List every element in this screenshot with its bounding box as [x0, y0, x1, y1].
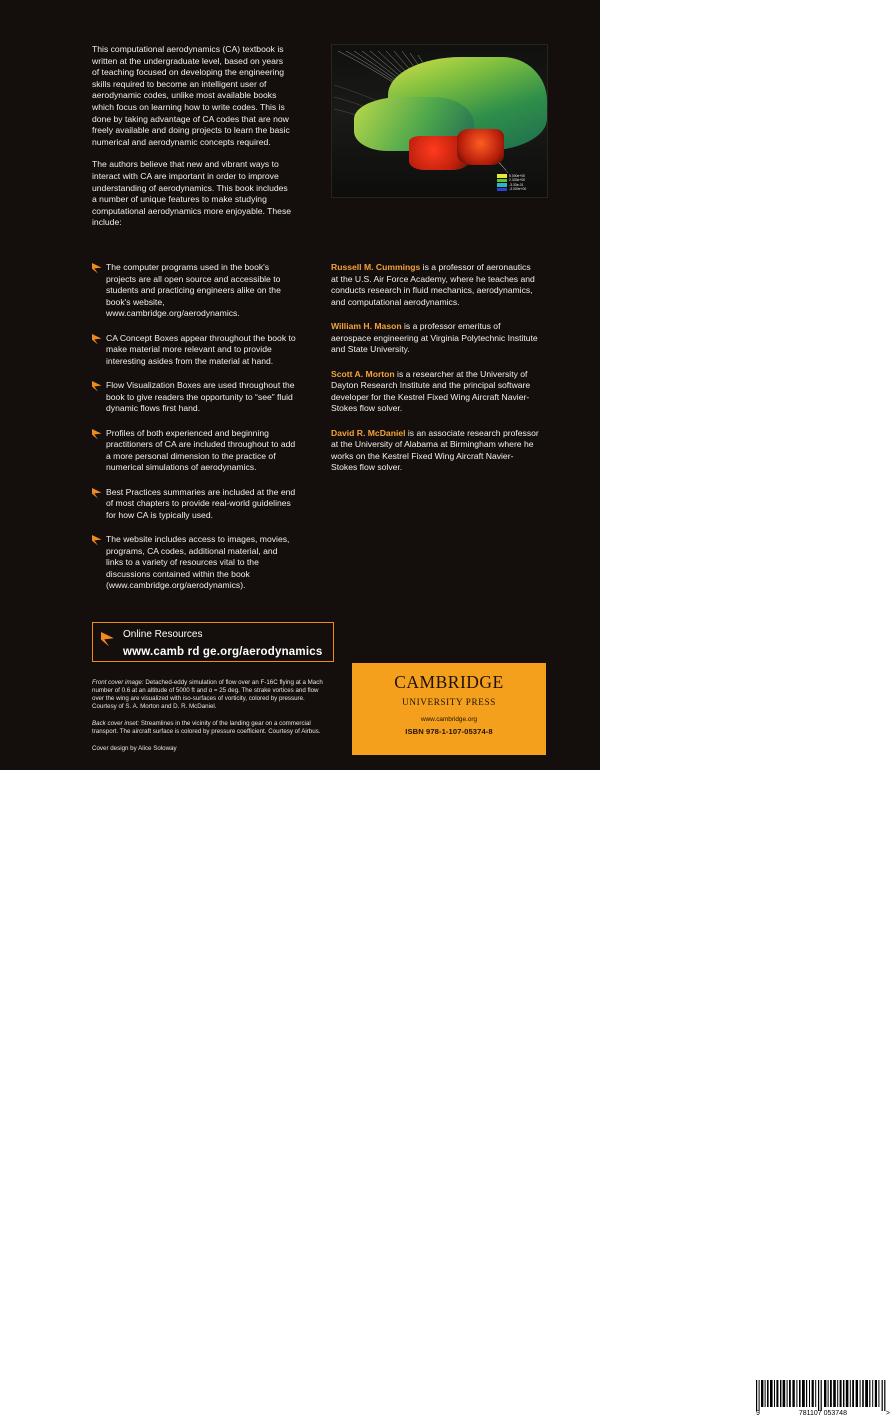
credit-back-cover — [92, 720, 330, 736]
list-item — [92, 428, 297, 474]
arrow-bullet-icon — [92, 334, 103, 345]
list-item-text: Flow Visualization Boxes are used throughout the book to give readers the opportunity to “see” fluid dynamic flows first hand. — [106, 380, 295, 413]
description-column — [92, 44, 292, 240]
pressure-colorbar-legend — [497, 174, 543, 192]
barcode-number — [756, 1410, 890, 1417]
barcode-left-digit: 9 — [756, 1410, 760, 1417]
barcode-digits: 781107 053748 — [798, 1410, 847, 1417]
feature-list — [92, 262, 297, 605]
list-item — [92, 262, 297, 320]
author-name: William H. Mason — [331, 321, 402, 331]
credit-text: Detached-eddy simulation of flow over an F-16C flying at a Mach number of 0.6 at an altitude of 5000 ft and α = 25 deg. The strake vortices and flow over the wing are visualized with iso-surfaces of vorticity, colored by pressure. Courtesy of S. A. Morton and D. R. McDaniel. — [92, 679, 323, 710]
author-text: is a professor emeritus of aerospace engineering at Virginia Polytechnic Institute and State University. — [331, 321, 538, 354]
barcode-right-digit: > — [885, 1410, 890, 1417]
credit-front-cover — [92, 679, 330, 711]
back-cover-inset-image — [331, 44, 548, 198]
author-text: is a professor of aeronautics at the U.S. Air Force Academy, where he teaches and conducts research in fluid mechanics, aerodynamics, and computational aerodynamics. — [331, 262, 535, 307]
list-item — [92, 333, 297, 368]
description-paragraph-2: The authors believe that new and vibrant ways to interact with CA are important in order to improve understanding of aerodynamics. This book includes a number of unique features to make studying computational aerodynamics more enjoyable. These include: — [92, 159, 292, 228]
list-item-text: The computer programs used in the book's projects are all open source and accessible to students and practicing engineers alike on the book's website, www.cambridge.org/aerodynamics. — [106, 262, 281, 318]
list-item-text: Profiles of both experienced and beginning practitioners of CA are included throughout to add a more personal dimension to the practice of numerical simulations of aerodynamics. — [106, 427, 296, 472]
credit-cover-design — [92, 745, 330, 753]
author-text: is an associate research professor at the University of Alabama at Birmingham where he works on the Kestrel Fixed Wing Aircraft Navier-Stokes flow solver. — [331, 427, 539, 472]
credit-text: Streamlines in the vicinity of the landing gear on a commercial transport. The aircraft surface is colored by pressure coefficient. Courtesy of Airbus. — [92, 720, 321, 735]
barcode-bars — [756, 1380, 890, 1411]
list-item-text: The website includes access to images, movies, programs, CA codes, additional material, and links to a variety of resources vital to the discussions contained within the book (www.cambridge.org/aerodynamics). — [106, 534, 290, 590]
arrow-bullet-icon — [101, 632, 116, 652]
author-name: David R. McDaniel — [331, 427, 406, 438]
barcode — [750, 1377, 896, 1421]
arrow-bullet-icon — [92, 488, 103, 499]
legend-label: -3.33e-01 — [509, 182, 524, 187]
online-resources-text — [123, 624, 322, 660]
credit-text: Cover design by Alice Soloway — [92, 745, 177, 752]
credit-lead: Front cover image: — [92, 679, 144, 686]
publisher-panel — [352, 663, 890, 1417]
author-biographies — [331, 262, 539, 487]
author-bio — [331, 428, 539, 474]
author-name: Russell M. Cummings — [331, 262, 421, 272]
publisher-subtitle: UNIVERSITY PRESS — [402, 697, 496, 707]
publisher-logo — [352, 673, 546, 712]
legend-label: -3.000e+00 — [509, 187, 527, 192]
cover-credits — [92, 679, 330, 762]
list-item-text: Best Practices summaries are included at the end of most chapters to provide real-world guidelines for how CA is typically used. — [106, 486, 296, 520]
online-resources-box[interactable] — [92, 622, 334, 662]
author-bio — [331, 262, 539, 308]
author-text: is a researcher at the University of Dayton Research Institute and the principal software developer for the Kestrel Fixed Wing Aircraft Navier-Stokes flow solver. — [331, 368, 531, 413]
credit-lead: Back cover inset: — [92, 720, 140, 727]
legend-label: 2.333e+00 — [509, 178, 526, 183]
publisher-website[interactable]: www.cambridge.org — [420, 716, 478, 723]
landing-gear-pressure-region-2 — [457, 129, 504, 165]
list-item — [92, 380, 297, 415]
arrow-bullet-icon — [92, 381, 103, 392]
list-item — [92, 534, 297, 592]
description-paragraph-1: This computational aerodynamics (CA) textbook is written at the undergraduate level, based on years of teaching focused on developing the engineering skills required to become an intelligent user of aerodynamic codes, unlike most available books which focus on learning how to write codes. This is done by taking advantage of CA codes that are now freely available and doing projects to learn the basic numerical and aerodynamic concepts required. — [92, 44, 290, 147]
isbn-text: ISBN 978-1-107-05374-8 — [405, 727, 493, 736]
publisher-name: CAMBRIDGE — [394, 672, 504, 692]
arrow-bullet-icon — [92, 535, 103, 546]
arrow-bullet-icon — [92, 263, 103, 274]
author-bio — [331, 321, 539, 356]
author-bio — [331, 369, 539, 415]
online-resources-url[interactable]: www.camb rd ge.org/aerodynamics — [123, 646, 323, 658]
legend-label: 5.000e+00 — [509, 173, 526, 178]
list-item — [92, 487, 297, 522]
online-resources-title: Online Resources — [123, 629, 203, 640]
arrow-bullet-icon — [92, 429, 103, 440]
list-item-text: CA Concept Boxes appear throughout the book to make material more relevant and to provide interesting asides from the material at hand. — [106, 332, 296, 366]
author-name: Scott A. Morton — [331, 368, 395, 379]
